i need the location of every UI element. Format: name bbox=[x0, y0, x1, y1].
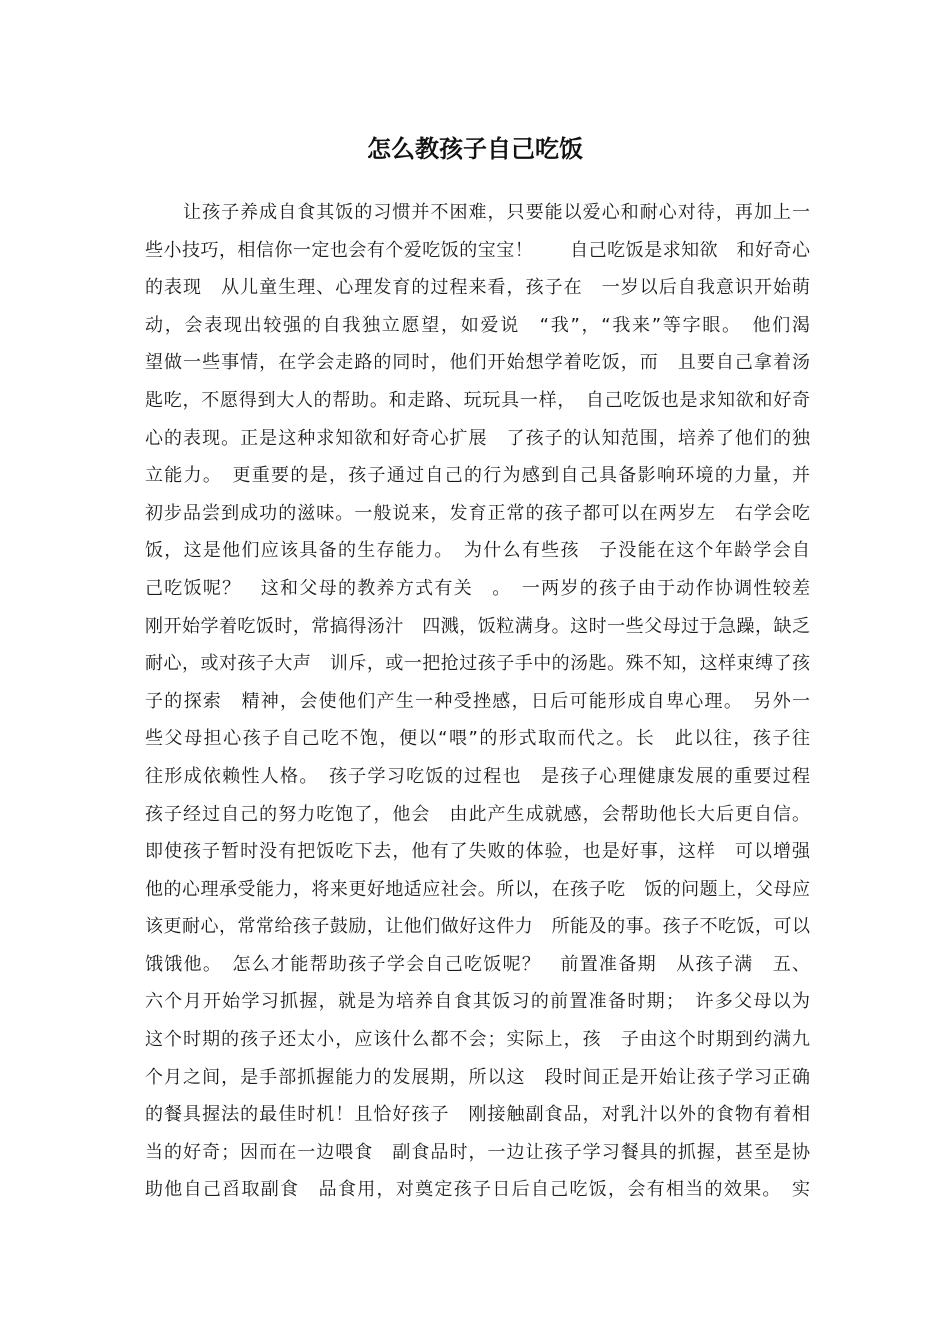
text-line: 他的心理承受能力，将来更好地适应社会。所以，在孩子吃 饭的问题上，父母应 bbox=[145, 878, 810, 900]
text-line: 的表现 从儿童生理、心理发育的过程来看，孩子在 一岁以后自我意识开始萌 bbox=[145, 277, 810, 299]
text-line: 些小技巧，相信你一定也会有个爱吃饭的宝宝！ 自己吃饭是求知欲 和好奇心 bbox=[145, 239, 810, 261]
text-line: 初步品尝到成功的滋味。一般说来，发育正常的孩子都可以在两岁左 右学会吃 bbox=[145, 502, 810, 524]
text-line: 当的好奇；因而在一边喂食 副食品时，一边让孩子学习餐具的抓握，甚至是协 bbox=[145, 1141, 810, 1163]
text-line: 这个时期的孩子还太小，应该什么都不会；实际上，孩 子由这个时期到约满九 bbox=[145, 1029, 810, 1051]
text-line: 该更耐心，常常给孩子鼓励，让他们做好这件力 所能及的事。孩子不吃饭，可以 bbox=[145, 916, 810, 938]
text-line: 刚开始学着吃饭时，常搞得汤汁 四溅，饭粒满身。这时一些父母过于急躁，缺乏 bbox=[145, 615, 810, 637]
text-line: 己吃饭呢？ 这和父母的教养方式有关 。 一两岁的孩子由于动作协调性较差 bbox=[145, 577, 810, 599]
text-line: 往形成依赖性人格。 孩子学习吃饭的过程也 是孩子心理健康发展的重要过程 bbox=[145, 765, 810, 787]
text-line: 望做一些事情，在学会走路的同时，他们开始想学着吃饭，而 且要自己拿着汤 bbox=[145, 352, 810, 374]
text-line: 子的探索 精神，会使他们产生一种受挫感，日后可能形成自卑心理。 另外一 bbox=[145, 690, 810, 712]
text-line: 孩子经过自己的努力吃饱了，他会 由此产生成就感，会帮助他长大后更自信。 bbox=[145, 803, 810, 825]
document-body bbox=[145, 194, 810, 1209]
text-line: 六个月开始学习抓握，就是为培养自食其饭习的前置准备时期； 许多父母以为 bbox=[145, 991, 810, 1013]
text-line: 饿饿他。 怎么才能帮助孩子学会自己吃饭呢？ 前置准备期 从孩子满 五、 bbox=[145, 953, 810, 975]
text-line: 些父母担心孩子自己吃不饱，便以“喂”的形式取而代之。长 此以往，孩子往 bbox=[145, 728, 810, 750]
text-line: 立能力。 更重要的是，孩子通过自己的行为感到自己具备影响环境的力量，并 bbox=[145, 465, 810, 487]
text-line: 的餐具握法的最佳时机！且恰好孩子 刚接触副食品，对乳汁以外的食物有着相 bbox=[145, 1104, 810, 1126]
text-line: 个月之间，是手部抓握能力的发展期，所以这 段时间正是开始让孩子学习正确 bbox=[145, 1066, 810, 1088]
text-line: 匙吃，不愿得到大人的帮助。和走路、玩玩具一样， 自己吃饭也是求知欲和好奇 bbox=[145, 389, 810, 411]
text-line: 耐心，或对孩子大声 训斥，或一把抢过孩子手中的汤匙。殊不知，这样束缚了孩 bbox=[145, 653, 810, 675]
text-line: 动，会表现出较强的自我独立愿望，如爱说 “我”，“我来”等字眼。 他们渴 bbox=[145, 314, 810, 336]
text-line: 让孩子养成自食其饭的习惯并不困难，只要能以爱心和耐心对待，再加上一 bbox=[145, 202, 810, 223]
text-line: 即使孩子暂时没有把饭吃下去，他有了失败的体验，也是好事，这样 可以增强 bbox=[145, 841, 810, 863]
text-line: 助他自己舀取副食 品食用，对奠定孩子日后自己吃饭，会有相当的效果。 实 bbox=[145, 1179, 810, 1201]
text-line: 饭，这是他们应该具备的生存能力。 为什么有些孩 子没能在这个年龄学会自 bbox=[145, 540, 810, 562]
document-title: 怎么教孩子自己吃饭 bbox=[367, 135, 583, 163]
text-line: 心的表现。正是这种求知欲和好奇心扩展 了孩子的认知范围，培养了他们的独 bbox=[145, 427, 810, 449]
